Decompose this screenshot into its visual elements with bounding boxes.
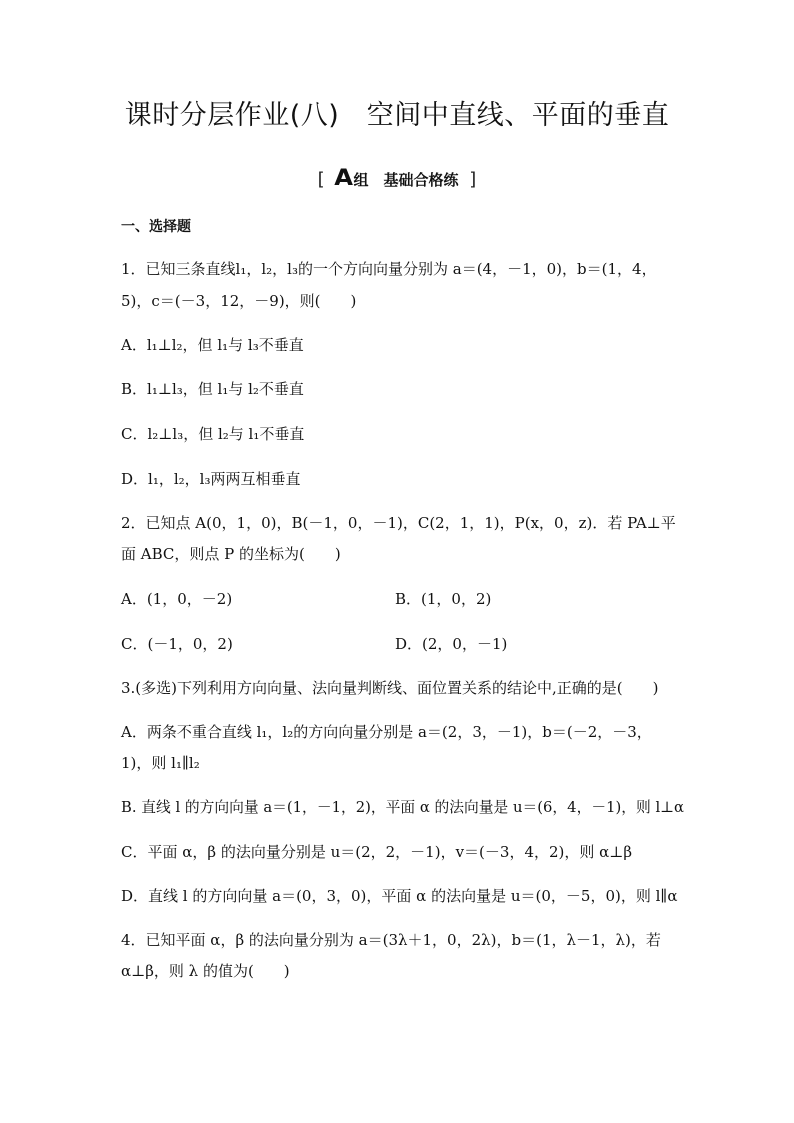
q3-option-a-line2: 1)，则 l₁∥l₂ [121, 754, 200, 772]
q1-stem-line2: 5)，c＝(－3，12，－9)，则( ) [121, 292, 357, 310]
q2-option-a: A．(1，0，－2) [121, 590, 233, 608]
q1-option-c: C．l₂⊥l₃，但 l₂与 l₁不垂直 [121, 425, 305, 443]
group-label: 组 基础合格练 [353, 171, 459, 189]
q3-option-a-line1: A．两条不重合直线 l₁，l₂的方向向量分别是 a＝(2，3，－1)，b＝(－2，－3， [121, 723, 652, 741]
q2-option-d: D．(2，0，－1) [395, 635, 508, 653]
q3-option-c: C．平面 α，β 的法向量分别是 u＝(2，2，－1)，v＝(－3，4，2)，则 α⊥β [121, 843, 633, 861]
section-heading: 一、选择题 [121, 219, 191, 235]
q2-option-c: C．(－1，0，2) [121, 635, 233, 653]
group-badge: A [334, 166, 353, 191]
q2-stem-line1: 2．已知点 A(0，1，0)，B(－1，0，－1)，C(2，1，1)，P(x，0，z)．若 PA⊥平 [121, 514, 676, 532]
q1-option-d: D．l₁，l₂，l₃两两互相垂直 [121, 470, 301, 488]
q3-option-b: B. 直线 l 的方向向量 a＝(1，－1，2)，平面 α 的法向量是 u＝(6，4，－1)，则 l⊥α [121, 798, 685, 816]
bracket-close: ] [469, 169, 477, 190]
q2-stem-line2: 面 ABC，则点 P 的坐标为( ) [121, 545, 341, 563]
group-heading [0, 166, 794, 191]
bracket-open: [ [317, 169, 325, 190]
q3-stem: 3.(多选)下列利用方向向量、法向量判断线、面位置关系的结论中,正确的是( ) [121, 679, 659, 697]
q4-stem-line2: α⊥β，则 λ 的值为( ) [121, 962, 290, 980]
q1-option-a: A．l₁⊥l₂，但 l₁与 l₃不垂直 [121, 336, 304, 354]
q2-option-b: B．(1，0，2) [395, 590, 492, 608]
page-title: 课时分层作业(八) 空间中直线、平面的垂直 [124, 100, 670, 131]
q1-stem-line1: 1．已知三条直线l₁，l₂，l₃的一个方向向量分别为 a＝(4，－1，0)，b＝(1，4， [121, 260, 657, 278]
q3-option-d: D．直线 l 的方向向量 a＝(0，3，0)，平面 α 的法向量是 u＝(0，－5，0)，则 l∥α [121, 887, 678, 905]
q4-stem-line1: 4．已知平面 α，β 的法向量分别为 a＝(3λ＋1，0，2λ)，b＝(1，λ－1，λ)，若 [121, 931, 661, 949]
q1-option-b: B．l₁⊥l₃，但 l₁与 l₂不垂直 [121, 380, 304, 398]
